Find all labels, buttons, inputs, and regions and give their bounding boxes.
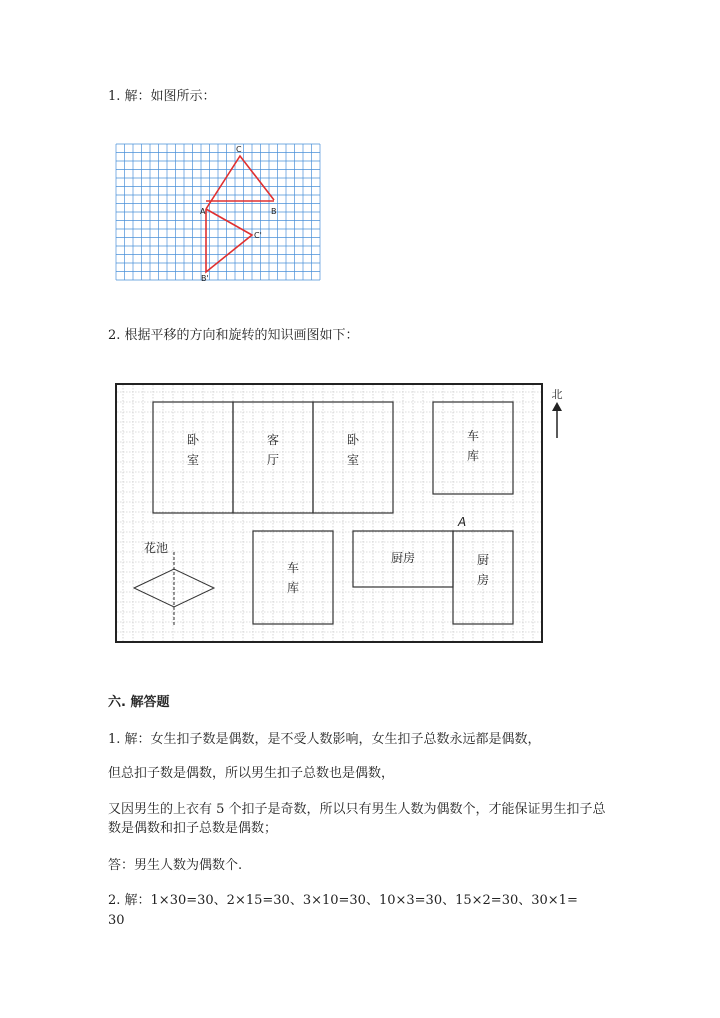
label-c-prime: C' bbox=[254, 231, 262, 240]
label-a-italic: A bbox=[458, 515, 467, 529]
item-1-text: 1. 解：如图所示： bbox=[108, 89, 216, 104]
item-2-text: 2. 根据平移的方向和旋转的知识画图如下： bbox=[108, 328, 359, 343]
garage-2-char-1: 车 bbox=[286, 561, 300, 575]
bedroom-2-char-1: 卧 bbox=[346, 433, 360, 447]
kitchen-1-label: 厨房 bbox=[390, 551, 416, 565]
label-b: B bbox=[271, 207, 277, 216]
bedroom-1-char-1: 卧 bbox=[186, 433, 200, 447]
label-c: C bbox=[236, 145, 242, 154]
q1-line-2: 但总扣子数是偶数，所以男生扣子总数也是偶数， bbox=[108, 766, 395, 781]
garage-2-char-2: 库 bbox=[286, 581, 300, 595]
section-6-title: 六. 解答题 bbox=[108, 695, 170, 710]
triangle-ac-prime-b-prime bbox=[206, 209, 252, 272]
garage-1-char-1: 车 bbox=[466, 429, 480, 443]
bedroom-2-char-2: 室 bbox=[346, 453, 360, 467]
label-a: A bbox=[200, 207, 206, 216]
q1-line-1: 1. 解：女生扣子数是偶数，是不受人数影响，女生扣子总数永远都是偶数， bbox=[108, 732, 541, 747]
kitchen-2-char-2: 房 bbox=[476, 573, 490, 587]
floor-plan-figure bbox=[114, 380, 574, 645]
living-char-2: 厅 bbox=[266, 453, 280, 467]
q2-line-1: 2. 解：1×30=30、2×15=30、3×10=30、10×3=30、15×2=30、30×1= bbox=[108, 893, 578, 908]
living-char-1: 客 bbox=[266, 433, 280, 447]
north-arrow-head bbox=[552, 402, 562, 411]
q1-answer: 答：男生人数为偶数个. bbox=[108, 858, 243, 873]
kitchen-2-char-1: 厨 bbox=[476, 553, 490, 567]
label-b-prime: B' bbox=[201, 274, 209, 283]
rotation-figure bbox=[114, 142, 326, 286]
q2-line-2: 30 bbox=[108, 913, 125, 928]
blue-grid bbox=[116, 144, 320, 280]
pond-label: 花池 bbox=[144, 541, 169, 555]
north-label: 北 bbox=[551, 388, 563, 401]
q1-line-3: 又因男生的上衣有 5 个扣子是奇数，所以只有男生人数为偶数个，才能保证男生扣子总数是偶数和扣子总数是偶数； bbox=[108, 802, 606, 836]
garage-1-char-2: 库 bbox=[466, 449, 480, 463]
bedroom-1-char-2: 室 bbox=[186, 453, 200, 467]
